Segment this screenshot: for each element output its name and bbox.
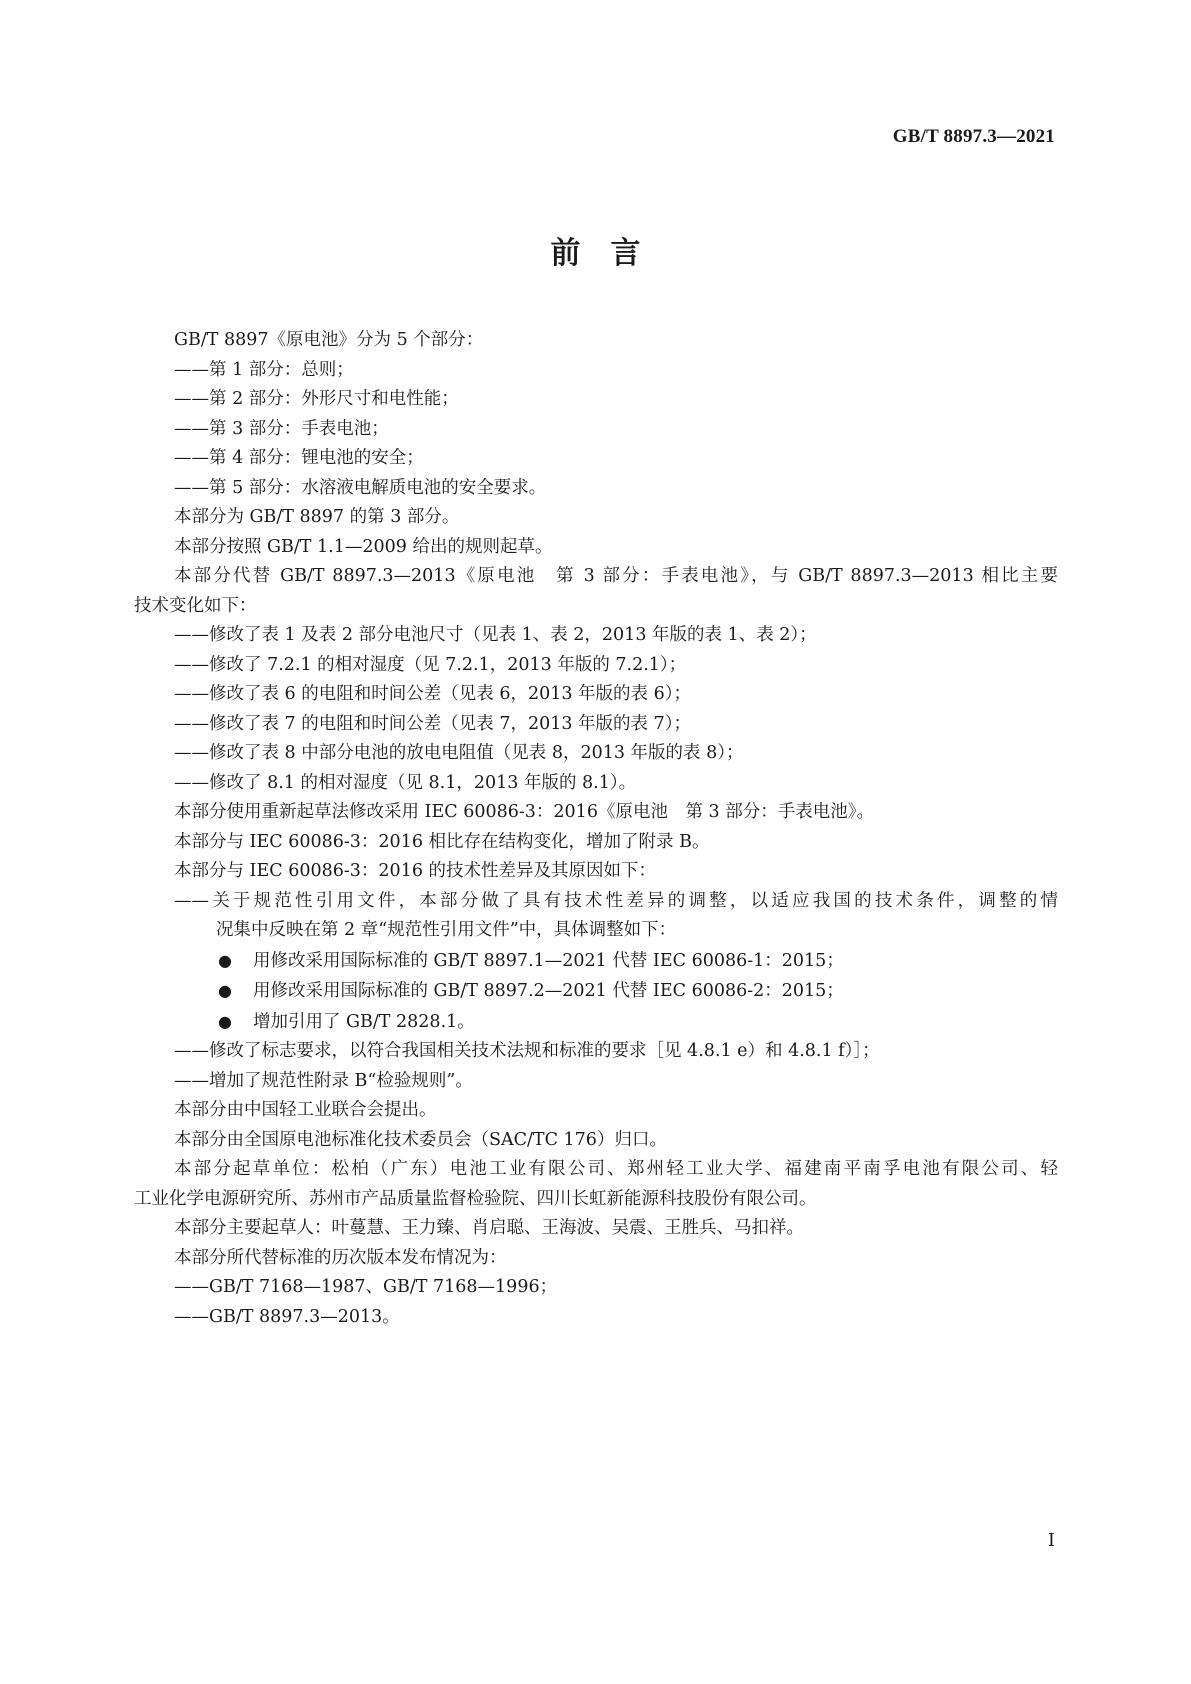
bullet-icon: ●: [218, 950, 232, 970]
paragraph: 本部分所代替标准的历次版本发布情况为：: [174, 1247, 507, 1268]
dash-list-item: ——增加了规范性附录 B“检验规则”。: [174, 1070, 473, 1091]
paragraph: 本部分由全国原电池标准化技术委员会（SAC/TC 176）归口。: [174, 1129, 667, 1150]
dash-list-item: ——GB/T 8897.3—2013。: [174, 1306, 400, 1327]
paragraph: 本部分由中国轻工业联合会提出。: [174, 1100, 437, 1120]
page-title: 前 言: [550, 236, 641, 271]
bullet-list-item: [134, 946, 1058, 977]
paragraph: 本部分与 IEC 60086-3：2016 的技术性差异及其原因如下：: [174, 861, 657, 881]
dash-list-item: ——修改了 8.1 的相对湿度（见 8.1，2013 年版的 8.1）。: [174, 772, 637, 793]
paragraph: 本部分为 GB/T 8897 的第 3 部分。: [174, 507, 460, 527]
dash-list-item: ——修改了 7.2.1 的相对湿度（见 7.2.1，2013 年版的 7.2.1）；: [174, 654, 687, 675]
paragraph: 本部分使用重新起草法修改采用 IEC 60086-3：2016《原电池 第 3 部分：手表电池》。: [174, 802, 874, 822]
dash-list-item: ——修改了表 7 的电阻和时间公差（见表 7，2013 年版的表 7）；: [174, 713, 692, 734]
bullet-icon: ●: [218, 1011, 232, 1031]
dash-list-item: ——第 5 部分：水溶液电解质电池的安全要求。: [174, 477, 547, 498]
paragraph: 本部分起草单位：松柏（广东）电池工业有限公司、郑州轻工业大学、福建南平南孚电池有限公司、轻: [174, 1159, 1058, 1179]
page-number: I: [1047, 1530, 1055, 1551]
dash-list-item: ——第 3 部分：手表电池；: [174, 418, 389, 439]
paragraph-continuation: 工业化学电源研究所、苏州市产品质量监督检验院、四川长虹新能源科技股份有限公司。: [134, 1188, 817, 1209]
list-item-continuation: 况集中反映在第 2 章“规范性引用文件”中，具体调整如下：: [216, 920, 677, 940]
bullet-text: 增加引用了 GB/T 2828.1。: [253, 1011, 475, 1032]
dash-list-item: ——修改了表 8 中部分电池的放电电阻值（见表 8，2013 年版的表 8）；: [174, 743, 744, 763]
bullet-text: 用修改采用国际标准的 GB/T 8897.2—2021 代替 IEC 60086-2：2015；: [253, 981, 844, 1001]
standard-number: GB/T 8897.3—2021: [892, 126, 1055, 147]
dash-list-item: ——关于规范性引用文件，本部分做了具有技术性差异的调整，以适应我国的技术条件，调整的情: [174, 890, 1058, 911]
paragraph: 本部分主要起草人：叶蔓慧、王力臻、肖启聪、王海波、吴震、王胜兵、马扣祥。: [174, 1218, 804, 1238]
bullet-list-item: [134, 1007, 1058, 1038]
dash-list-item: ——修改了表 1 及表 2 部分电池尺寸（见表 1、表 2，2013 年版的表 1、表 2）；: [174, 625, 817, 645]
dash-list-item: ——修改了标志要求，以符合我国相关技术法规和标准的要求［见 4.8.1 e）和 4.8.1 f）］；: [174, 1041, 880, 1061]
bullet-icon: ●: [218, 981, 232, 1000]
dash-list-item: ——第 4 部分：锂电池的安全；: [174, 448, 424, 468]
paragraph-continuation: 技术变化如下：: [134, 595, 257, 616]
foreword-body: [134, 326, 1058, 1332]
dash-list-item: ——第 1 部分：总则；: [174, 359, 354, 380]
bullet-list-item: [134, 976, 1058, 1007]
paragraph: 本部分与 IEC 60086-3：2016 相比存在结构变化，增加了附录 B。: [174, 831, 710, 852]
paragraph: 本部分按照 GB/T 1.1—2009 给出的规则起草。: [174, 536, 553, 557]
dash-list-item: ——修改了表 6 的电阻和时间公差（见表 6，2013 年版的表 6）；: [174, 684, 692, 704]
paragraph: GB/T 8897《原电池》分为 5 个部分：: [174, 330, 484, 350]
dash-list-item: ——GB/T 7168—1987、GB/T 7168—1996；: [174, 1277, 558, 1297]
paragraph: 本部分代替 GB/T 8897.3—2013《原电池 第 3 部分：手表电池》，与 GB/T 8897.3—2013 相比主要: [174, 566, 1058, 586]
dash-list-item: ——第 2 部分：外形尺寸和电性能；: [174, 389, 459, 409]
bullet-text: 用修改采用国际标准的 GB/T 8897.1—2021 代替 IEC 60086-1：2015；: [253, 950, 844, 971]
